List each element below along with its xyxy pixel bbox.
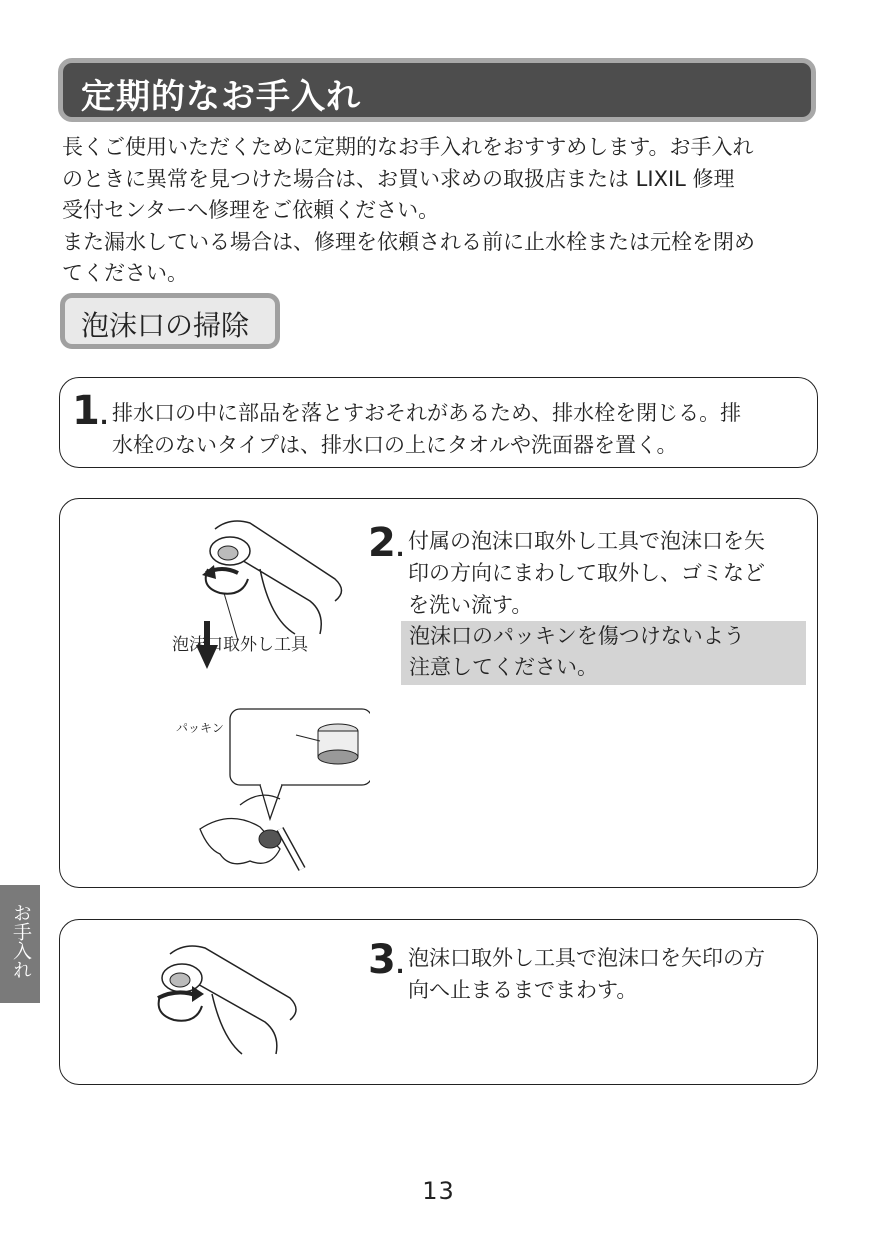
page-number: 13 <box>422 1177 455 1205</box>
faucet-removal-illustration <box>120 509 370 879</box>
step-1-line: 水栓のないタイプは、排水口の上にタオルや洗面器を置く。 <box>112 433 678 457</box>
intro-paragraph <box>62 132 832 290</box>
step-2-text <box>408 525 808 621</box>
step-3-text <box>408 942 808 1006</box>
step-2-line: 付属の泡沫口取外し工具で泡沫口を矢 <box>408 529 765 553</box>
packing-label: パッキン <box>176 721 224 735</box>
intro-line: 長くご使用いただくために定期的なお手入れをおすすめします。お手入れ <box>62 135 754 159</box>
step-2-number: 2. <box>368 520 405 566</box>
intro-line: また漏水している場合は、修理を依頼される前に止水栓または元栓を閉め <box>62 229 755 254</box>
step-2-box <box>59 498 818 888</box>
caution-line: 泡沫口のパッキンを傷つけないよう <box>409 624 745 648</box>
page-title: 定期的なお手入れ <box>81 77 361 117</box>
step-1-box <box>59 377 818 468</box>
section-heading-text: 泡沫口の掃除 <box>81 309 250 342</box>
intro-line: てください。 <box>62 261 188 285</box>
step-2-line: を洗い流す。 <box>408 593 533 617</box>
faucet-install-illustration <box>140 934 360 1064</box>
chapter-side-tab-label: お手入れ <box>10 903 32 979</box>
step-1-text <box>112 397 812 461</box>
step-3-number: 3. <box>368 937 405 983</box>
step-3-box <box>59 919 818 1085</box>
caution-note <box>401 621 806 685</box>
intro-line: 受付センターへ修理をご依頼ください。 <box>62 198 440 222</box>
chapter-side-tab <box>0 885 40 1003</box>
step-2-line: 印の方向にまわして取外し、ゴミなど <box>408 561 765 585</box>
section-heading <box>60 293 280 349</box>
step-3-line: 泡沫口取外し工具で泡沫口を矢印の方 <box>408 946 765 970</box>
tool-label: 泡沫口取外し工具 <box>172 635 308 655</box>
page-title-bar <box>58 58 816 122</box>
step-1-line: 排水口の中に部品を落とすおそれがあるため、排水栓を閉じる。排 <box>112 401 742 425</box>
step-1-number: 1. <box>72 388 109 434</box>
caution-line: 注意してください。 <box>409 655 598 679</box>
step-3-line: 向へ止まるまでまわす。 <box>408 978 638 1002</box>
intro-line: のときに異常を見つけた場合は、お買い求めの取扱店または LIXIL 修理 <box>62 166 735 191</box>
